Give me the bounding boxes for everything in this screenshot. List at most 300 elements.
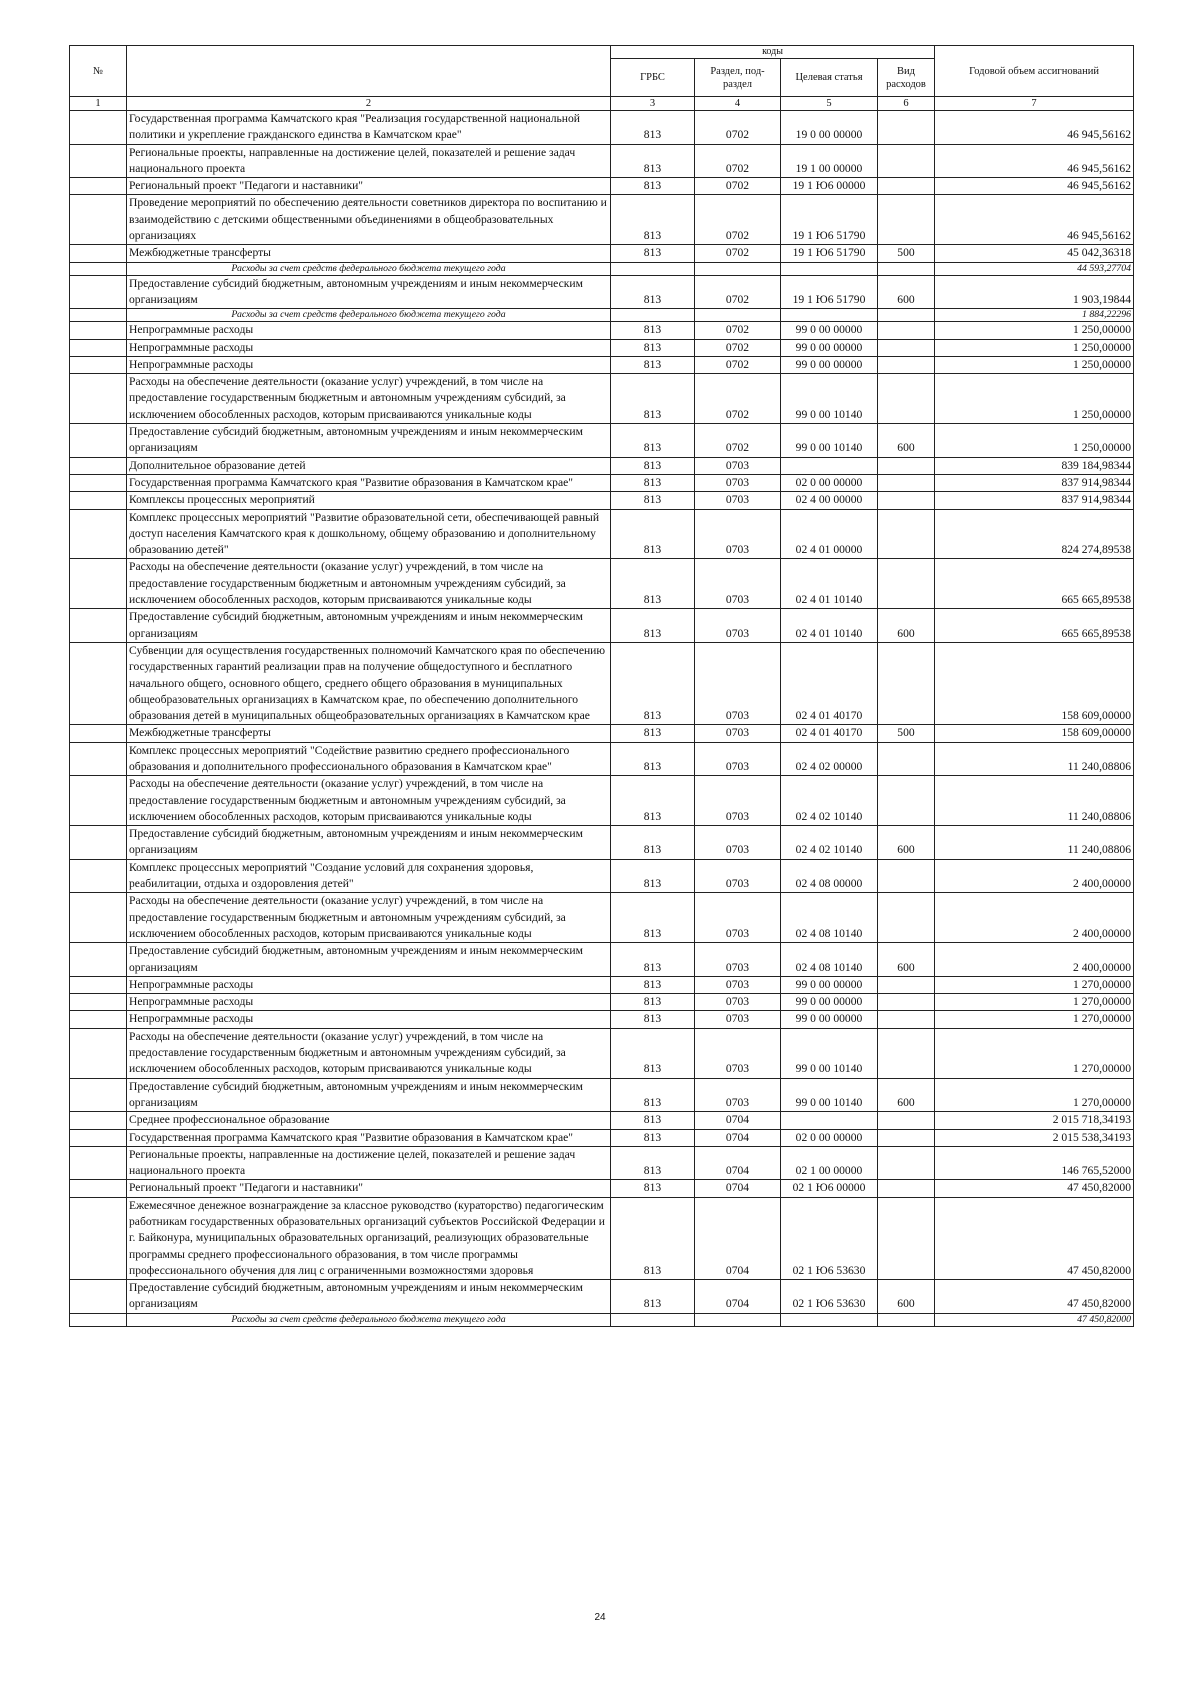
item-name-cell: Расходы за счет средств федерального бюджета текущего года	[127, 309, 611, 322]
target-code-cell: 02 4 01 00000	[781, 509, 878, 559]
grbs-code-cell: 813	[611, 1112, 695, 1129]
table-row	[70, 275, 1134, 309]
grbs-code-cell	[611, 309, 695, 322]
item-name-cell: Непрограммные расходы	[127, 1011, 611, 1028]
item-name-cell: Непрограммные расходы	[127, 339, 611, 356]
grbs-code-cell: 813	[611, 976, 695, 993]
target-code-cell: 99 0 00 00000	[781, 1011, 878, 1028]
amount-cell: 1 270,00000	[935, 1028, 1134, 1078]
item-name-cell: Непрограммные расходы	[127, 356, 611, 373]
expense-type-cell: 600	[878, 826, 935, 860]
grbs-code-cell: 813	[611, 609, 695, 643]
item-name-cell: Региональные проекты, направленные на достижение целей, показателей и решение задач национального проекта	[127, 1146, 611, 1180]
item-name-cell: Среднее профессиональное образование	[127, 1112, 611, 1129]
section-code-cell: 0704	[695, 1146, 781, 1180]
grbs-code-cell: 813	[611, 245, 695, 262]
section-code-cell: 0703	[695, 994, 781, 1011]
section-code-cell: 0703	[695, 859, 781, 893]
item-name-cell: Расходы на обеспечение деятельности (оказание услуг) учреждений, в том числе на предоставление государственным бюджетным и автономным учреждениям субсидий, за исключением обособленных расходов, которым присваиваются уникальные коды	[127, 893, 611, 943]
target-code-cell: 19 1 Ю6 51790	[781, 275, 878, 309]
target-code-cell: 19 0 00 00000	[781, 111, 878, 145]
amount-cell: 44 593,27704	[935, 262, 1134, 275]
target-code-cell: 99 0 00 10140	[781, 1028, 878, 1078]
expense-type-cell	[878, 994, 935, 1011]
expense-type-cell	[878, 309, 935, 322]
table-row	[70, 474, 1134, 491]
table-row	[70, 1112, 1134, 1129]
row-number-cell	[70, 374, 127, 424]
section-code-cell: 0702	[695, 245, 781, 262]
col-header-target: Целевая статья	[781, 59, 878, 97]
expense-type-cell	[878, 642, 935, 724]
expense-type-cell	[878, 509, 935, 559]
row-number-cell	[70, 976, 127, 993]
col-number: 6	[878, 97, 935, 111]
section-code-cell: 0703	[695, 492, 781, 509]
target-code-cell: 99 0 00 00000	[781, 994, 878, 1011]
grbs-code-cell	[611, 1313, 695, 1326]
federal-budget-note-row	[70, 262, 1134, 275]
grbs-code-cell: 813	[611, 776, 695, 826]
expense-type-cell	[878, 262, 935, 275]
grbs-code-cell: 813	[611, 994, 695, 1011]
expense-type-cell	[878, 195, 935, 245]
target-code-cell: 99 0 00 10140	[781, 1078, 878, 1112]
expense-type-cell	[878, 474, 935, 491]
amount-cell: 665 665,89538	[935, 559, 1134, 609]
section-code-cell: 0703	[695, 474, 781, 491]
amount-cell: 1 250,00000	[935, 339, 1134, 356]
row-number-cell	[70, 1197, 127, 1279]
row-number-cell	[70, 1112, 127, 1129]
item-name-cell: Расходы на обеспечение деятельности (оказание услуг) учреждений, в том числе на предоставление государственным бюджетным и автономным учреждениям субсидий, за исключением обособленных расходов, которым присваиваются уникальные коды	[127, 374, 611, 424]
target-code-cell: 02 1 Ю6 53630	[781, 1197, 878, 1279]
target-code-cell: 02 4 08 00000	[781, 859, 878, 893]
table-row	[70, 1197, 1134, 1279]
column-numbers-row	[70, 97, 1134, 111]
amount-cell: 158 609,00000	[935, 725, 1134, 742]
table-row	[70, 776, 1134, 826]
table-row	[70, 976, 1134, 993]
row-number-cell	[70, 339, 127, 356]
table-row	[70, 994, 1134, 1011]
item-name-cell: Предоставление субсидий бюджетным, автономным учреждениям и иным некоммерческим организациям	[127, 424, 611, 458]
table-row	[70, 1146, 1134, 1180]
target-code-cell: 19 1 00 00000	[781, 144, 878, 178]
table-body	[70, 111, 1134, 1327]
table-row	[70, 1129, 1134, 1146]
section-code-cell: 0703	[695, 725, 781, 742]
col-header-grbs: ГРБС	[611, 59, 695, 97]
grbs-code-cell: 813	[611, 339, 695, 356]
col-header-name	[127, 46, 611, 97]
section-code-cell	[695, 309, 781, 322]
grbs-code-cell: 813	[611, 725, 695, 742]
row-number-cell	[70, 609, 127, 643]
grbs-code-cell: 813	[611, 1011, 695, 1028]
row-number-cell	[70, 509, 127, 559]
row-number-cell	[70, 178, 127, 195]
federal-budget-note-row	[70, 309, 1134, 322]
item-name-cell: Комплекс процессных мероприятий "Содействие развитию среднего профессионального образования и дополнительного профессионального образования в Камчатском крае"	[127, 742, 611, 776]
table-row	[70, 322, 1134, 339]
row-number-cell	[70, 1180, 127, 1197]
table-row	[70, 859, 1134, 893]
section-code-cell: 0703	[695, 509, 781, 559]
table-row	[70, 356, 1134, 373]
section-code-cell: 0703	[695, 559, 781, 609]
expense-type-cell: 600	[878, 943, 935, 977]
table-row	[70, 509, 1134, 559]
item-name-cell: Расходы на обеспечение деятельности (оказание услуг) учреждений, в том числе на предоставление государственным бюджетным и автономным учреждениям субсидий, за исключением обособленных расходов, которым присваиваются уникальные коды	[127, 1028, 611, 1078]
col-number: 7	[935, 97, 1134, 111]
col-header-no: №	[70, 46, 127, 97]
budget-table	[69, 45, 1134, 1327]
expense-type-cell: 600	[878, 275, 935, 309]
table-row	[70, 642, 1134, 724]
target-code-cell: 02 0 00 00000	[781, 474, 878, 491]
row-number-cell	[70, 1078, 127, 1112]
expense-type-cell	[878, 111, 935, 145]
item-name-cell: Комплекс процессных мероприятий "Развитие образовательной сети, обеспечивающей равный доступ населения Камчатского края к дошкольному, общему образованию и дополнительному образованию детей"	[127, 509, 611, 559]
table-row	[70, 195, 1134, 245]
section-code-cell: 0704	[695, 1197, 781, 1279]
target-code-cell: 02 1 Ю6 53630	[781, 1280, 878, 1314]
section-code-cell: 0702	[695, 195, 781, 245]
target-code-cell: 99 0 00 00000	[781, 356, 878, 373]
section-code-cell: 0702	[695, 275, 781, 309]
page-number: 24	[594, 1612, 606, 1623]
amount-cell: 11 240,08806	[935, 826, 1134, 860]
table-row	[70, 1028, 1134, 1078]
row-number-cell	[70, 492, 127, 509]
target-code-cell: 02 4 01 40170	[781, 725, 878, 742]
grbs-code-cell: 813	[611, 943, 695, 977]
row-number-cell	[70, 356, 127, 373]
expense-type-cell	[878, 457, 935, 474]
table-row	[70, 492, 1134, 509]
section-code-cell: 0703	[695, 1078, 781, 1112]
table-row	[70, 559, 1134, 609]
section-code-cell: 0704	[695, 1180, 781, 1197]
section-code-cell: 0702	[695, 339, 781, 356]
section-code-cell: 0702	[695, 144, 781, 178]
target-code-cell: 02 4 02 10140	[781, 776, 878, 826]
target-code-cell: 02 4 01 40170	[781, 642, 878, 724]
expense-type-cell	[878, 559, 935, 609]
grbs-code-cell: 813	[611, 1146, 695, 1180]
item-name-cell: Предоставление субсидий бюджетным, автономным учреждениям и иным некоммерческим организациям	[127, 826, 611, 860]
table-row	[70, 457, 1134, 474]
federal-budget-note-row	[70, 1313, 1134, 1326]
grbs-code-cell: 813	[611, 275, 695, 309]
section-code-cell: 0704	[695, 1280, 781, 1314]
grbs-code-cell: 813	[611, 492, 695, 509]
expense-type-cell	[878, 322, 935, 339]
section-code-cell: 0703	[695, 893, 781, 943]
row-number-cell	[70, 1280, 127, 1314]
target-code-cell: 19 1 Ю6 51790	[781, 245, 878, 262]
amount-cell: 1 270,00000	[935, 994, 1134, 1011]
col-header-volume: Годовой объем ассигнований	[935, 46, 1134, 97]
table-row	[70, 725, 1134, 742]
amount-cell: 47 450,82000	[935, 1313, 1134, 1326]
amount-cell: 47 450,82000	[935, 1197, 1134, 1279]
row-number-cell	[70, 245, 127, 262]
row-number-cell	[70, 262, 127, 275]
section-code-cell	[695, 262, 781, 275]
amount-cell: 11 240,08806	[935, 776, 1134, 826]
table-row	[70, 111, 1134, 145]
row-number-cell	[70, 1146, 127, 1180]
item-name-cell: Расходы на обеспечение деятельности (оказание услуг) учреждений, в том числе на предоставление государственным бюджетным и автономным учреждениям субсидий, за исключением обособленных расходов, которым присваиваются уникальные коды	[127, 776, 611, 826]
row-number-cell	[70, 457, 127, 474]
expense-type-cell	[878, 1028, 935, 1078]
expense-type-cell	[878, 859, 935, 893]
row-number-cell	[70, 725, 127, 742]
item-name-cell: Предоставление субсидий бюджетным, автономным учреждениям и иным некоммерческим организациям	[127, 1078, 611, 1112]
target-code-cell: 19 1 Ю6 00000	[781, 178, 878, 195]
grbs-code-cell: 813	[611, 1280, 695, 1314]
row-number-cell	[70, 1011, 127, 1028]
amount-cell: 1 250,00000	[935, 322, 1134, 339]
grbs-code-cell: 813	[611, 1129, 695, 1146]
target-code-cell: 99 0 00 00000	[781, 976, 878, 993]
col-number: 5	[781, 97, 878, 111]
grbs-code-cell: 813	[611, 1078, 695, 1112]
col-header-codes: коды	[611, 46, 935, 59]
item-name-cell: Государственная программа Камчатского края "Реализация государственной национальной политики и укрепление гражданского единства в Камчатском крае"	[127, 111, 611, 145]
amount-cell: 46 945,56162	[935, 111, 1134, 145]
expense-type-cell	[878, 1129, 935, 1146]
target-code-cell	[781, 457, 878, 474]
grbs-code-cell: 813	[611, 509, 695, 559]
section-code-cell: 0702	[695, 374, 781, 424]
row-number-cell	[70, 642, 127, 724]
amount-cell: 1 250,00000	[935, 424, 1134, 458]
grbs-code-cell: 813	[611, 178, 695, 195]
amount-cell: 47 450,82000	[935, 1280, 1134, 1314]
target-code-cell	[781, 262, 878, 275]
row-number-cell	[70, 859, 127, 893]
table-row	[70, 144, 1134, 178]
expense-type-cell: 600	[878, 424, 935, 458]
table-row	[70, 742, 1134, 776]
table-row	[70, 178, 1134, 195]
section-code-cell: 0702	[695, 424, 781, 458]
target-code-cell: 02 4 01 10140	[781, 559, 878, 609]
item-name-cell: Региональный проект "Педагоги и наставники"	[127, 1180, 611, 1197]
row-number-cell	[70, 943, 127, 977]
row-number-cell	[70, 559, 127, 609]
item-name-cell: Предоставление субсидий бюджетным, автономным учреждениям и иным некоммерческим организациям	[127, 609, 611, 643]
target-code-cell: 99 0 00 10140	[781, 424, 878, 458]
section-code-cell: 0703	[695, 742, 781, 776]
table-row	[70, 893, 1134, 943]
amount-cell: 824 274,89538	[935, 509, 1134, 559]
expense-type-cell	[878, 1146, 935, 1180]
grbs-code-cell: 813	[611, 424, 695, 458]
grbs-code-cell: 813	[611, 474, 695, 491]
item-name-cell: Непрограммные расходы	[127, 322, 611, 339]
target-code-cell: 02 4 02 10140	[781, 826, 878, 860]
row-number-cell	[70, 776, 127, 826]
table-row	[70, 609, 1134, 643]
section-code-cell: 0704	[695, 1129, 781, 1146]
amount-cell: 2 015 718,34193	[935, 1112, 1134, 1129]
target-code-cell: 99 0 00 00000	[781, 339, 878, 356]
row-number-cell	[70, 275, 127, 309]
expense-type-cell: 600	[878, 1078, 935, 1112]
budget-sheet	[69, 45, 1133, 1327]
item-name-cell: Государственная программа Камчатского края "Развитие образования в Камчатском крае"	[127, 1129, 611, 1146]
item-name-cell: Межбюджетные трансферты	[127, 245, 611, 262]
section-code-cell: 0702	[695, 356, 781, 373]
amount-cell: 47 450,82000	[935, 1180, 1134, 1197]
section-code-cell: 0703	[695, 1028, 781, 1078]
row-number-cell	[70, 1129, 127, 1146]
table-row	[70, 1078, 1134, 1112]
expense-type-cell: 600	[878, 609, 935, 643]
table-row	[70, 374, 1134, 424]
expense-type-cell: 500	[878, 725, 935, 742]
target-code-cell	[781, 309, 878, 322]
item-name-cell: Предоставление субсидий бюджетным, автономным учреждениям и иным некоммерческим организациям	[127, 275, 611, 309]
expense-type-cell	[878, 976, 935, 993]
amount-cell: 1 884,22296	[935, 309, 1134, 322]
row-number-cell	[70, 309, 127, 322]
amount-cell: 665 665,89538	[935, 609, 1134, 643]
section-code-cell: 0703	[695, 826, 781, 860]
grbs-code-cell: 813	[611, 322, 695, 339]
target-code-cell: 02 4 00 00000	[781, 492, 878, 509]
row-number-cell	[70, 1028, 127, 1078]
expense-type-cell	[878, 776, 935, 826]
table-row	[70, 339, 1134, 356]
amount-cell: 1 270,00000	[935, 1011, 1134, 1028]
item-name-cell: Расходы за счет средств федерального бюджета текущего года	[127, 262, 611, 275]
grbs-code-cell: 813	[611, 457, 695, 474]
row-number-cell	[70, 1313, 127, 1326]
section-code-cell: 0702	[695, 111, 781, 145]
table-row	[70, 943, 1134, 977]
amount-cell: 837 914,98344	[935, 492, 1134, 509]
section-code-cell: 0703	[695, 1011, 781, 1028]
row-number-cell	[70, 144, 127, 178]
amount-cell: 146 765,52000	[935, 1146, 1134, 1180]
item-name-cell: Ежемесячное денежное вознаграждение за классное руководство (кураторство) педагогическим работникам государственных образовательных организаций субъектов Российской Федерации и г. Байконура, муниципальных образовательных организаций, реализующих образовательные программы среднего профессионального образования, в том числе программы профессионального обучения для лиц с ограниченными возможностями здоровья	[127, 1197, 611, 1279]
grbs-code-cell: 813	[611, 356, 695, 373]
item-name-cell: Непрограммные расходы	[127, 994, 611, 1011]
item-name-cell: Расходы за счет средств федерального бюджета текущего года	[127, 1313, 611, 1326]
expense-type-cell	[878, 144, 935, 178]
amount-cell: 839 184,98344	[935, 457, 1134, 474]
amount-cell: 1 270,00000	[935, 1078, 1134, 1112]
item-name-cell: Государственная программа Камчатского края "Развитие образования в Камчатском крае"	[127, 474, 611, 491]
amount-cell: 1 250,00000	[935, 374, 1134, 424]
item-name-cell: Комплекс процессных мероприятий "Создание условий для сохранения здоровья, реабилитации, отдыха и оздоровления детей"	[127, 859, 611, 893]
target-code-cell: 99 0 00 00000	[781, 322, 878, 339]
row-number-cell	[70, 195, 127, 245]
section-code-cell: 0702	[695, 178, 781, 195]
expense-type-cell	[878, 339, 935, 356]
grbs-code-cell: 813	[611, 111, 695, 145]
col-number: 2	[127, 97, 611, 111]
section-code-cell: 0703	[695, 776, 781, 826]
amount-cell: 837 914,98344	[935, 474, 1134, 491]
row-number-cell	[70, 322, 127, 339]
item-name-cell: Предоставление субсидий бюджетным, автономным учреждениям и иным некоммерческим организациям	[127, 1280, 611, 1314]
col-number: 1	[70, 97, 127, 111]
amount-cell: 2 400,00000	[935, 943, 1134, 977]
row-number-cell	[70, 893, 127, 943]
row-number-cell	[70, 474, 127, 491]
expense-type-cell	[878, 374, 935, 424]
amount-cell: 2 015 538,34193	[935, 1129, 1134, 1146]
amount-cell: 46 945,56162	[935, 195, 1134, 245]
amount-cell: 1 250,00000	[935, 356, 1134, 373]
section-code-cell: 0703	[695, 943, 781, 977]
section-code-cell: 0702	[695, 322, 781, 339]
grbs-code-cell: 813	[611, 1197, 695, 1279]
section-code-cell: 0703	[695, 642, 781, 724]
section-code-cell: 0703	[695, 457, 781, 474]
expense-type-cell	[878, 1197, 935, 1279]
expense-type-cell: 500	[878, 245, 935, 262]
expense-type-cell	[878, 742, 935, 776]
target-code-cell: 02 4 08 10140	[781, 943, 878, 977]
target-code-cell: 02 4 08 10140	[781, 893, 878, 943]
item-name-cell: Комплексы процессных мероприятий	[127, 492, 611, 509]
expense-type-cell	[878, 356, 935, 373]
target-code-cell	[781, 1112, 878, 1129]
grbs-code-cell: 813	[611, 144, 695, 178]
item-name-cell: Дополнительное образование детей	[127, 457, 611, 474]
amount-cell: 46 945,56162	[935, 144, 1134, 178]
item-name-cell: Расходы на обеспечение деятельности (оказание услуг) учреждений, в том числе на предоставление государственным бюджетным и автономным учреждениям субсидий, за исключением обособленных расходов, которым присваиваются уникальные коды	[127, 559, 611, 609]
row-number-cell	[70, 826, 127, 860]
target-code-cell: 02 1 Ю6 00000	[781, 1180, 878, 1197]
amount-cell: 2 400,00000	[935, 893, 1134, 943]
item-name-cell: Межбюджетные трансферты	[127, 725, 611, 742]
amount-cell: 11 240,08806	[935, 742, 1134, 776]
expense-type-cell	[878, 893, 935, 943]
grbs-code-cell: 813	[611, 195, 695, 245]
amount-cell: 2 400,00000	[935, 859, 1134, 893]
item-name-cell: Субвенции для осуществления государственных полномочий Камчатского края по обеспечению государственных гарантий реализации прав на получение общедоступного и бесплатного начального общего, основного общего, среднего общего образования в муниципальных общеобразовательных организациях в Камчатском крае, по обеспечению дополнительного образования детей в муниципальных общеобразовательных организациях в Камчатском крае	[127, 642, 611, 724]
table-row	[70, 245, 1134, 262]
col-header-expense-type: Вид расходов	[878, 59, 935, 97]
grbs-code-cell: 813	[611, 826, 695, 860]
col-number: 3	[611, 97, 695, 111]
expense-type-cell: 600	[878, 1280, 935, 1314]
amount-cell: 1 903,19844	[935, 275, 1134, 309]
item-name-cell: Региональные проекты, направленные на достижение целей, показателей и решение задач национального проекта	[127, 144, 611, 178]
item-name-cell: Проведение мероприятий по обеспечению деятельности советников директора по воспитанию и взаимодействию с детскими общественными объединениями в общеобразовательных организациях	[127, 195, 611, 245]
table-row	[70, 826, 1134, 860]
grbs-code-cell: 813	[611, 559, 695, 609]
expense-type-cell	[878, 1112, 935, 1129]
expense-type-cell	[878, 1180, 935, 1197]
section-code-cell: 0703	[695, 976, 781, 993]
item-name-cell: Региональный проект "Педагоги и наставники"	[127, 178, 611, 195]
amount-cell: 45 042,36318	[935, 245, 1134, 262]
expense-type-cell	[878, 1011, 935, 1028]
row-number-cell	[70, 742, 127, 776]
amount-cell: 158 609,00000	[935, 642, 1134, 724]
target-code-cell: 02 4 02 00000	[781, 742, 878, 776]
target-code-cell: 19 1 Ю6 51790	[781, 195, 878, 245]
